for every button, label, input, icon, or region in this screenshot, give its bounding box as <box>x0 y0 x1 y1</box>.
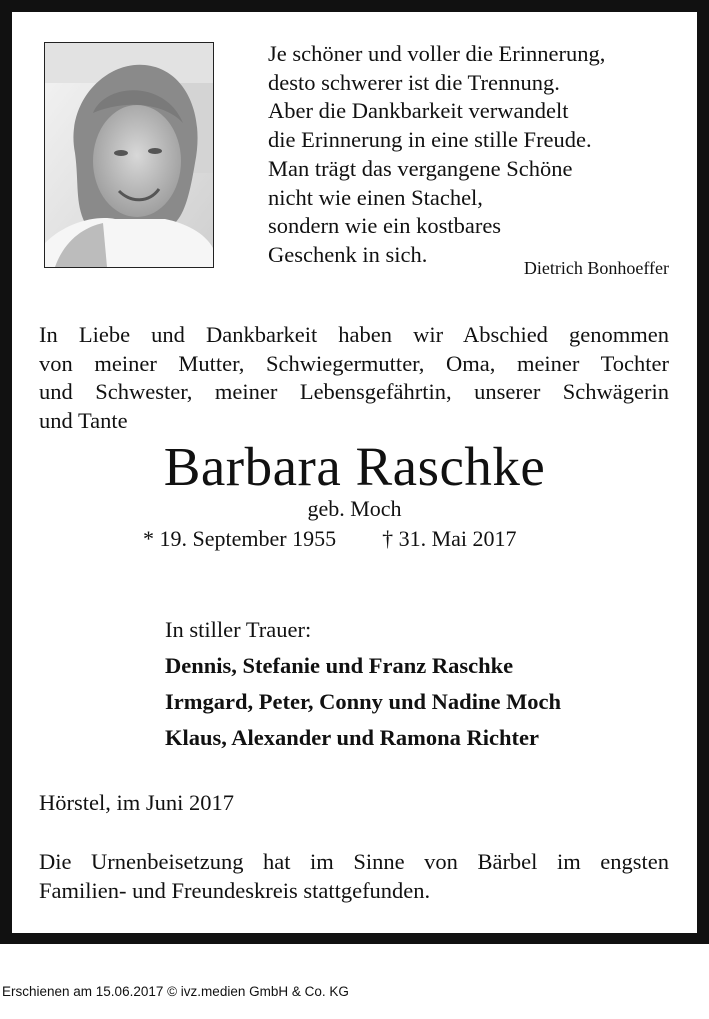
portrait-photo <box>44 42 214 268</box>
burial-line: Die Urnenbeisetzung hat im Sinne von Bärbel im engsten <box>39 849 669 874</box>
life-dates <box>143 526 517 552</box>
burial-line: Familien- und Freundeskreis stattgefunden. <box>39 877 431 903</box>
intro-text <box>39 321 669 436</box>
mourners-heading: In stiller Trauer: <box>165 617 312 642</box>
deceased-name: Barbara Raschke <box>163 436 546 497</box>
place-date: Hörstel, im Juni 2017 <box>39 790 234 815</box>
mourner-family: Klaus, Alexander und Ramona Richter <box>165 725 539 750</box>
poem-line: die Erinnerung in eine stille Freude. <box>268 127 592 153</box>
portrait-image <box>45 43 213 267</box>
poem-line: Je schöner und voller die Erinnerung, <box>268 41 606 66</box>
poem-line: Geschenk in sich. <box>268 241 428 267</box>
poem-line: desto schwerer ist die Trennung. <box>268 69 560 95</box>
poem-line: Man trägt das vergangene Schöne <box>268 155 573 181</box>
poem-line: nicht wie einen Stachel, <box>268 184 483 210</box>
intro-line: von meiner Mutter, Schwiegermutter, Oma, meiner Tochter <box>39 350 669 376</box>
mourner-family: Irmgard, Peter, Conny und Nadine Moch <box>165 689 562 714</box>
poem-line: sondern wie ein kostbares <box>268 213 502 239</box>
mourners-block <box>165 612 561 756</box>
memorial-poem <box>268 40 688 270</box>
intro-line: und Tante <box>39 408 128 434</box>
burial-note <box>39 848 669 905</box>
birth-name: geb. Moch <box>307 496 402 521</box>
mourner-family: Dennis, Stefanie und Franz Raschke <box>165 653 514 678</box>
death-date: † 31. Mai 2017 <box>382 526 517 551</box>
birth-date: * 19. September 1955 <box>143 526 337 551</box>
intro-line: In Liebe und Dankbarkeit haben wir Abschied genommen <box>39 322 669 347</box>
publication-footer: Erschienen am 15.06.2017 © ivz.medien GmbH & Co. KG <box>2 984 349 999</box>
poem-author: Dietrich Bonhoeffer <box>523 258 669 278</box>
poem-line: Aber die Dankbarkeit verwandelt <box>268 98 569 124</box>
intro-line: und Schwester, meiner Lebensgefährtin, unserer Schwägerin <box>39 379 669 405</box>
